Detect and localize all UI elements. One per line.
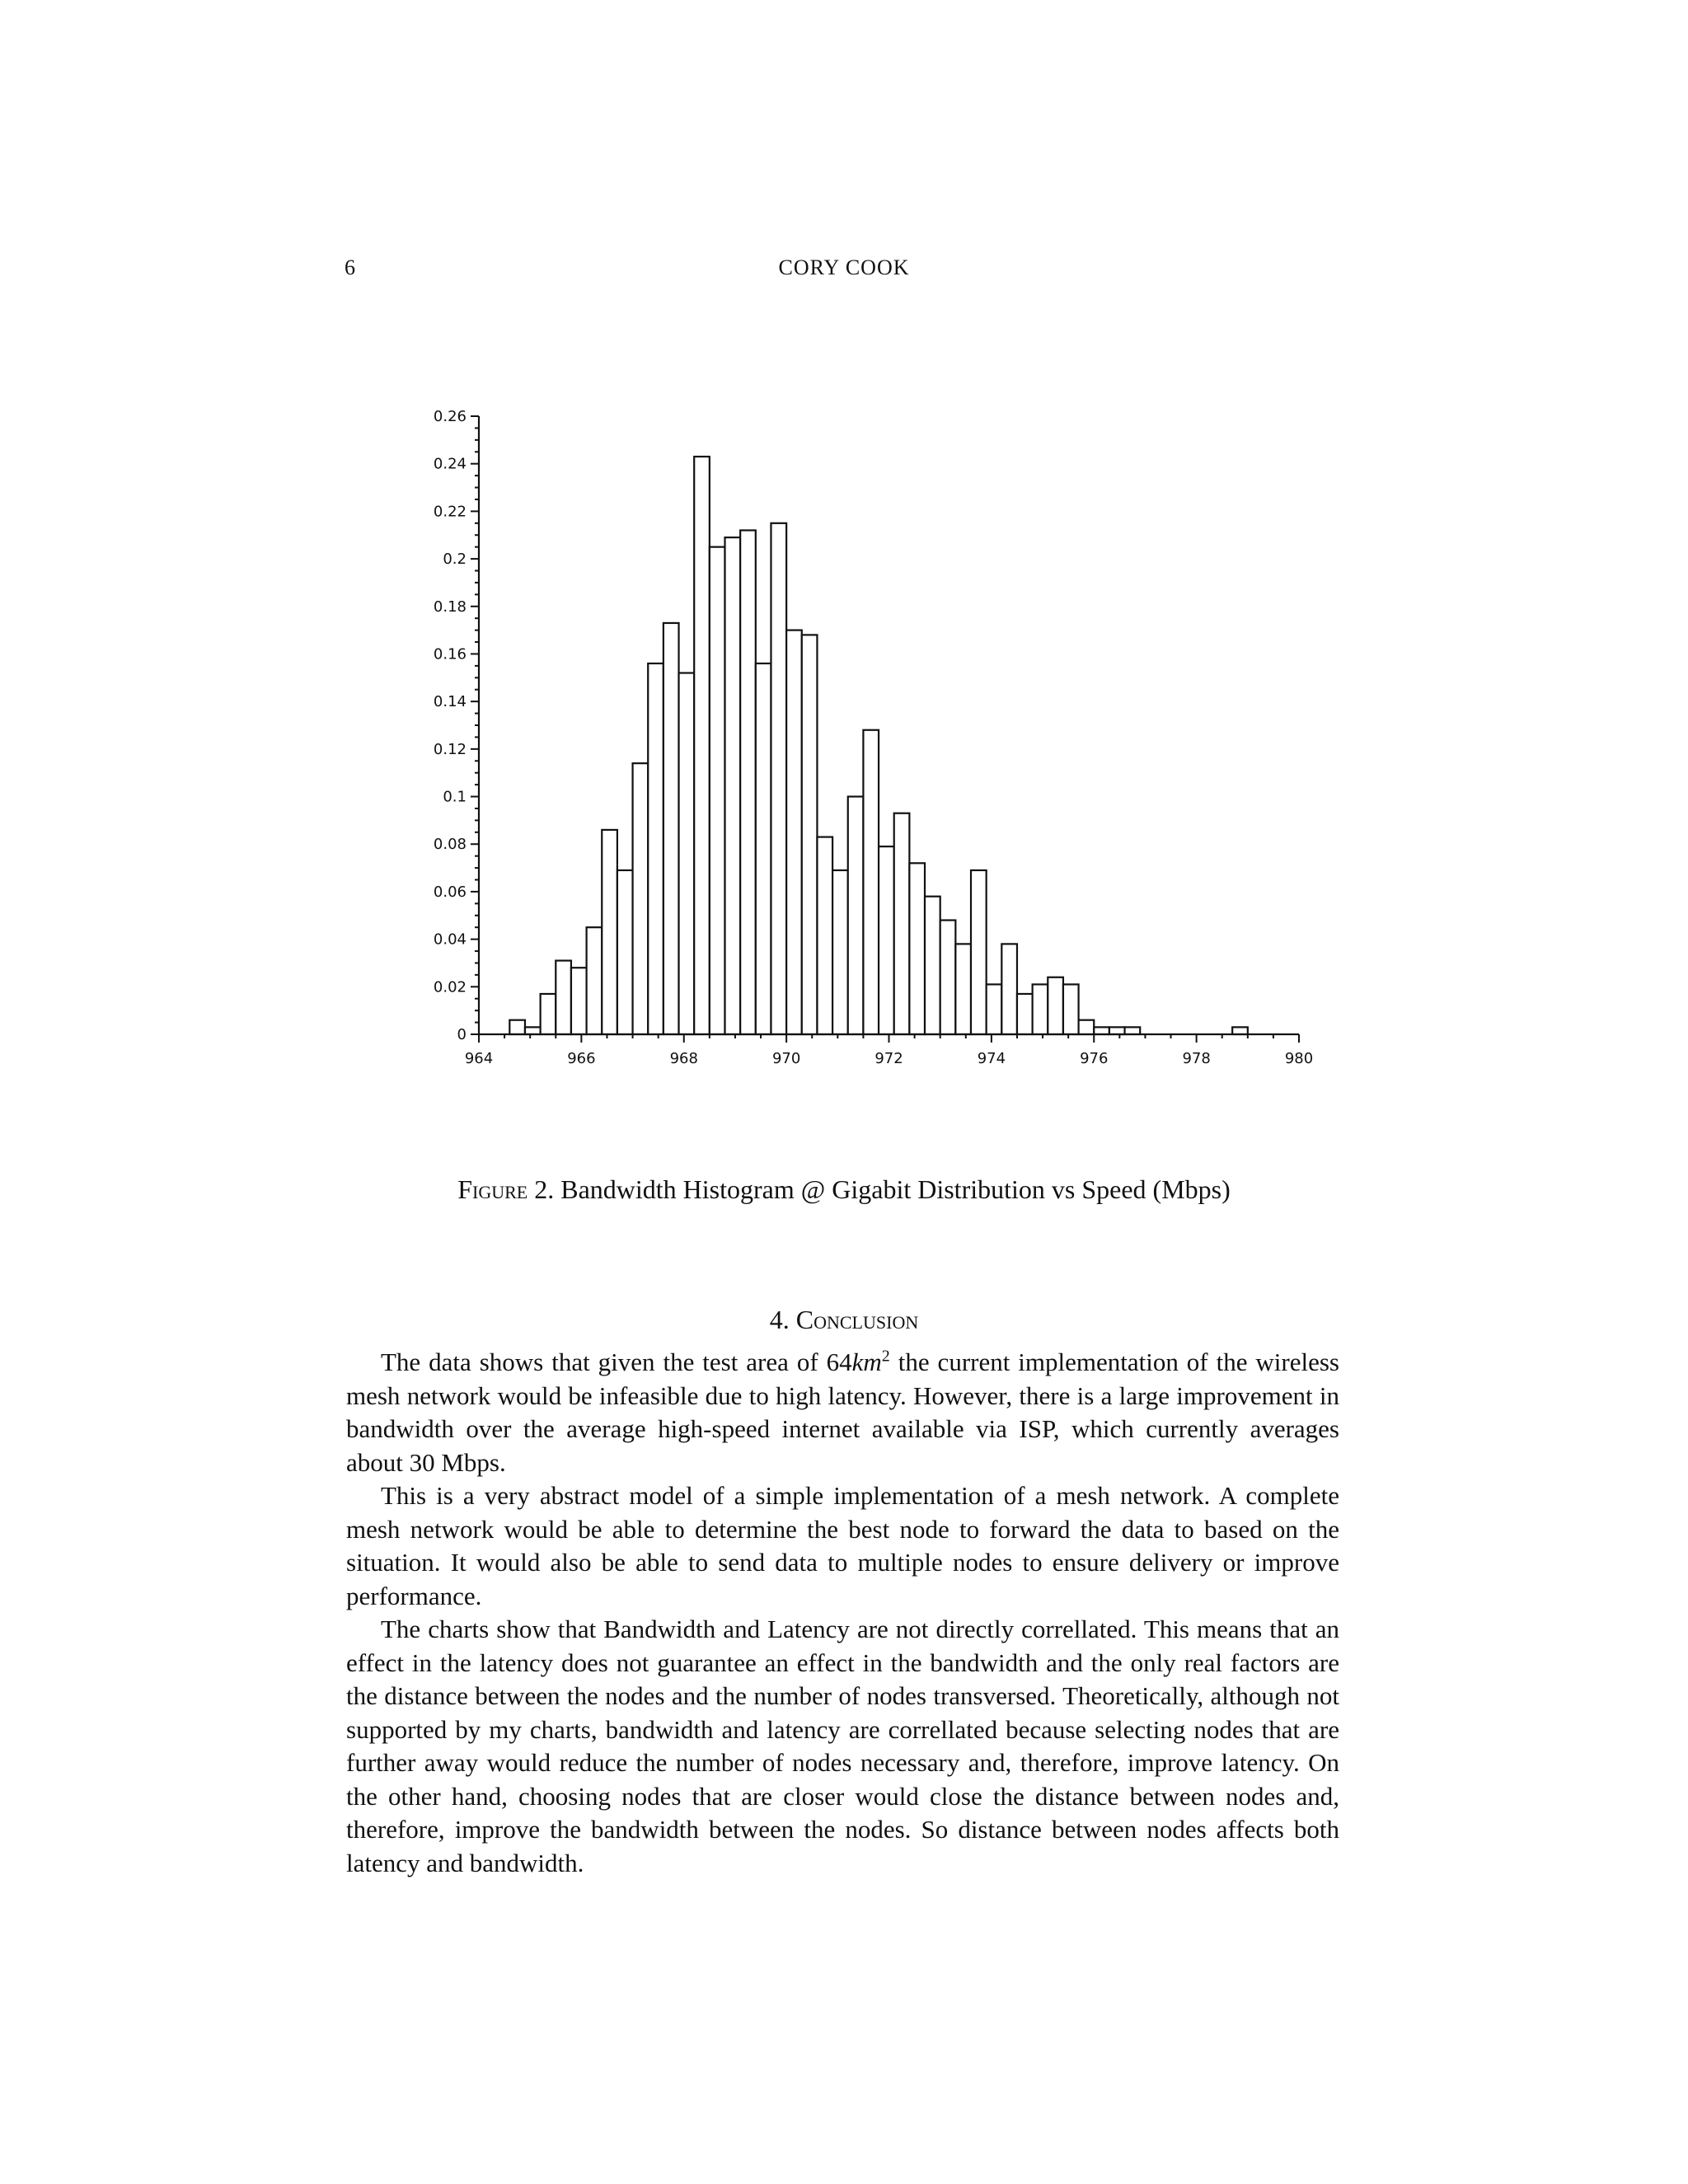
y-tick-label: 0.2 (443, 551, 467, 569)
x-tick-label: 964 (464, 1050, 494, 1067)
histogram-bar (987, 984, 1002, 1034)
histogram-bar (1033, 984, 1048, 1034)
running-head-author: CORY COOK (778, 255, 910, 279)
histogram-bar (1063, 984, 1079, 1034)
y-tick-label: 0.1 (443, 788, 467, 806)
paragraph-2: This is a very abstract model of a simple implementation of a mesh network. A complete mesh network would be able to determine the best node to forward the data to based on the situation. It would also be able to send data to multiple nodes to ensure delivery or improve performance. (346, 1481, 1339, 1610)
figure-label: Figure 2. (457, 1174, 555, 1204)
histogram-bars (509, 457, 1248, 1034)
histogram-bar (525, 1027, 541, 1034)
histogram-bar (694, 457, 710, 1034)
figure-caption (0, 1174, 1688, 1205)
y-axis-ticks (434, 408, 479, 1043)
histogram-bar (802, 635, 818, 1034)
x-axis-ticks (465, 1034, 1313, 1067)
y-tick-label: 0.22 (433, 503, 467, 521)
paragraph-1 (346, 1346, 1339, 1479)
x-tick-label: 966 (567, 1050, 596, 1067)
histogram-bar (587, 927, 603, 1034)
histogram-bar (1094, 1027, 1109, 1034)
histogram-bar (1232, 1027, 1248, 1034)
y-tick-label: 0.04 (433, 930, 467, 949)
histogram-bar (879, 846, 894, 1034)
histogram-bar (756, 663, 771, 1034)
y-tick-label: 0.08 (433, 836, 467, 854)
y-tick-label: 0.06 (433, 883, 467, 901)
histogram-bar (832, 870, 848, 1034)
histogram-bar (571, 968, 587, 1034)
histogram-bar (1001, 944, 1017, 1034)
histogram-bar (541, 994, 556, 1034)
y-tick-label: 0.14 (433, 693, 467, 711)
histogram-bar (848, 797, 864, 1034)
y-tick-label: 0.02 (433, 978, 467, 996)
section-title: Conclusion (795, 1305, 919, 1334)
histogram-bar (1017, 994, 1033, 1034)
histogram-bar (863, 730, 879, 1034)
histogram-bar (894, 813, 910, 1034)
histogram-bar (1048, 977, 1063, 1034)
histogram-bar (1079, 1020, 1095, 1034)
histogram-bar (740, 530, 756, 1034)
histogram-bar (771, 523, 786, 1034)
page-number: 6 (345, 255, 355, 279)
body-text (346, 1346, 1339, 1880)
histogram-bar (817, 837, 832, 1034)
x-tick-label: 968 (669, 1050, 698, 1067)
histogram-bar (648, 663, 663, 1034)
x-tick-label: 980 (1284, 1050, 1314, 1067)
bandwidth-histogram (396, 387, 1352, 1096)
histogram-bar (556, 961, 571, 1034)
histogram-bar (925, 897, 940, 1034)
x-tick-label: 972 (874, 1050, 903, 1067)
histogram-bar (955, 944, 971, 1034)
histogram-bar (617, 870, 633, 1034)
x-tick-label: 974 (977, 1050, 1006, 1067)
section-heading (0, 1305, 1688, 1335)
y-tick-label: 0.12 (433, 740, 467, 758)
histogram-bar (679, 673, 695, 1034)
histogram-bar (971, 870, 987, 1034)
histogram-bar (710, 547, 725, 1034)
y-tick-label: 0.26 (433, 408, 467, 425)
x-tick-label: 978 (1182, 1050, 1211, 1067)
section-number: 4. (769, 1305, 790, 1334)
histogram-bar (725, 537, 741, 1034)
histogram-bar (786, 630, 802, 1034)
histogram-bar (1125, 1027, 1141, 1034)
unit-km: km (851, 1347, 882, 1376)
paragraph-1-end: the current implementation of the wireless mesh network would be infeasible due to high latency. However, there is a large improvement in bandwidth over the average high-speed internet available via ISP, which currently averages about 30 Mbps. (346, 1347, 1339, 1477)
paragraph-1-start: The data shows that given the test area of 64 (381, 1347, 852, 1376)
y-tick-label: 0 (457, 1026, 467, 1043)
figure-caption-text: Bandwidth Histogram @ Gigabit Distribution vs Speed (Mbps) (560, 1174, 1231, 1204)
histogram-bar (940, 921, 956, 1034)
histogram-bar (909, 863, 925, 1034)
unit-superscript: 2 (881, 1347, 890, 1366)
running-head (0, 255, 1688, 288)
y-tick-label: 0.24 (433, 455, 467, 473)
paragraph-3: The charts show that Bandwidth and Latency are not directly correllated. This means that an effect in the latency does not guarantee an effect in the bandwidth and the only real factors are the distance between the nodes and the number of nodes transversed. Theoretically, although not supported by my charts, bandwidth and latency are correllated because selecting nodes that are further away would reduce the number of nodes necessary and, therefore, improve latency. On the other hand, choosing nodes that are closer would close the distance between nodes and, therefore, improve the bandwidth between the nodes. So distance between nodes affects both latency and bandwidth. (346, 1615, 1339, 1877)
histogram-bar (663, 623, 679, 1034)
histogram-bar (1109, 1027, 1125, 1034)
histogram-bar (602, 830, 617, 1034)
histogram-bar (633, 763, 649, 1034)
y-tick-label: 0.18 (433, 598, 467, 616)
x-tick-label: 970 (771, 1050, 801, 1067)
y-tick-label: 0.16 (433, 645, 467, 663)
histogram-bar (509, 1020, 525, 1034)
x-tick-label: 976 (1080, 1050, 1109, 1067)
